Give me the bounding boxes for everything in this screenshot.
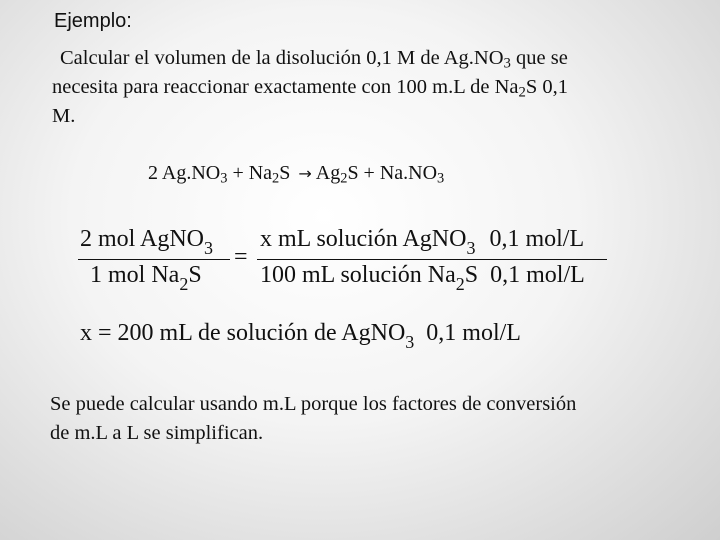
conclusion-text: Se puede calcular usando m.L porque los factores de conversión de m.L a L se simplifican. (50, 393, 577, 444)
left-fraction-bar (78, 259, 230, 260)
right-fraction-bar (257, 259, 607, 260)
left-denominator: 1 mol $Na_2S$ (90, 262, 202, 294)
problem-statement: Calcular el volumen de la disolución 0,1 M de $Ag.NO_3$ que se necesita para reaccionar exactamente con 100 m.L de $Na_2S$ 0,1 M. (52, 47, 569, 127)
reaction-arrow-icon: → (298, 164, 312, 183)
result-equation: x = 200 mL de solución de AgNO$_3$ 0,1 mol/L (80, 320, 521, 352)
right-numerator: x mL solución AgNO$_3$ 0,1 mol/L (260, 226, 585, 258)
equals-sign: = (234, 244, 248, 270)
left-numerator: 2 mol AgNO$_3$ (80, 226, 214, 258)
right-denominator: 100 mL solución $Na_2S$ 0,1 mol/L (260, 262, 585, 294)
example-heading: Ejemplo: (54, 10, 132, 32)
chemical-reaction: 2 $Ag.NO_3 + Na_2S \to Ag_2S + Na.NO_3$ (148, 162, 445, 187)
